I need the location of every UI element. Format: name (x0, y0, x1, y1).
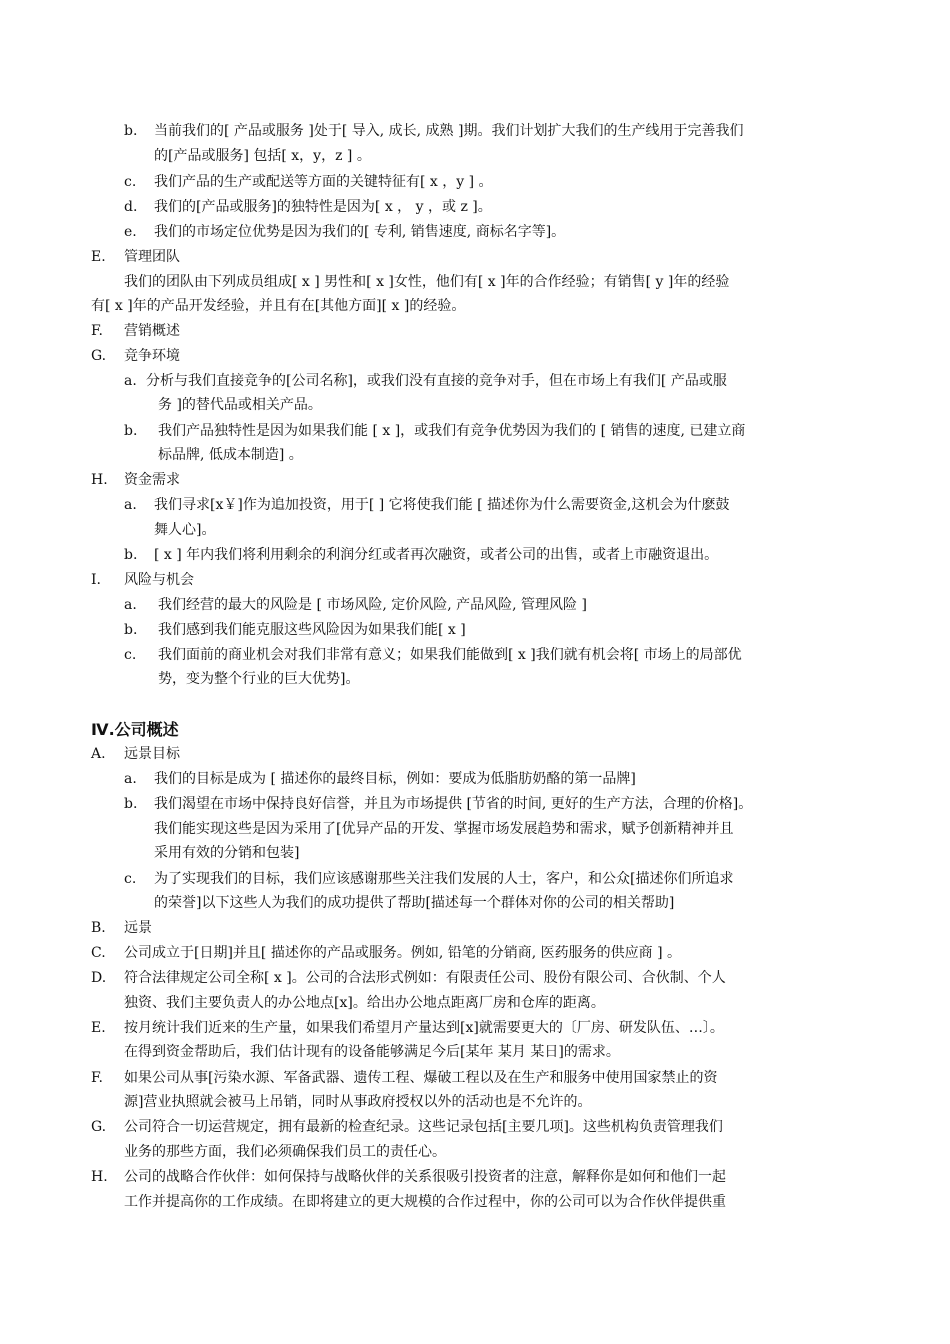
section-text: 工作并提高你的工作成绩。在即将建立的更大规模的合作过程中，你的公司可以为合作伙伴提供重 (124, 1194, 726, 1210)
section-title: 远景 (124, 920, 152, 936)
item-text: 当前我们的[ 产品或服务 ]处于[ 导入, 成长, 成熟 ]期。我们计划扩大我们的生产线用于完善我们 (154, 123, 744, 139)
item-text: 我们经营的最大的风险是 [ 市场风险, 定价风险, 产品风险, 管理风险 ] (158, 597, 587, 613)
section-text: 如果公司从事[污染水源、军备武器、遗传工程、爆破工程以及在生产和服务中使用国家禁止的资 (124, 1070, 718, 1086)
section-marker: H. (91, 472, 108, 488)
section-marker: C. (91, 945, 106, 961)
item-text: 我们的目标是成为 [ 描述你的最终目标，例如：要成为低脂肪奶酪的第一品牌] (154, 771, 636, 787)
item-marker: e. (124, 224, 137, 240)
item-marker: b. (124, 423, 138, 439)
section-heading: Ⅳ.公司概述 (91, 720, 179, 739)
item-marker: d. (124, 199, 138, 215)
section-marker: A. (91, 746, 106, 762)
item-marker: c. (124, 647, 137, 663)
section-title: 竞争环境 (124, 348, 180, 364)
item-text: 务 ]的替代品或相关产品。 (158, 397, 322, 413)
section-text: 公司的战略合作伙伴：如何保持与战略伙伴的关系很吸引投资者的注意，解释你是如何和他们一起 (124, 1169, 726, 1185)
item-text: 我们产品的生产或配送等方面的关键特征有[ x ，y ] 。 (154, 174, 493, 190)
section-marker: D. (91, 970, 107, 986)
section-marker: G. (91, 348, 107, 364)
section-text: 按月统计我们近来的生产量，如果我们希望月产量达到[x]就需要更大的〔厂房、研发队伍、…〕。 (124, 1020, 724, 1036)
item-marker: a. (124, 597, 137, 613)
section-marker: B. (91, 920, 106, 936)
item-text: 我们感到我们能克服这些风险因为如果我们能[ x ] (158, 622, 466, 638)
item-text: 分析与我们直接竞争的[公司名称]，或我们没有直接的竞争对手，但在市场上有我们[ 产品或服 (146, 373, 727, 389)
item-text: 我们寻求[x￥]作为追加投资，用于[ ] 它将使我们能 [ 描述你为什么需要资金,这机会为什麽鼓 (154, 497, 730, 513)
section-title: 资金需求 (124, 472, 180, 488)
section-title: 远景目标 (124, 746, 180, 762)
section-text: 在得到资金帮助后，我们估计现有的设备能够满足今后[某年 某月 某日]的需求。 (124, 1044, 620, 1060)
item-text: 我们的市场定位优势是因为我们的[ 专利, 销售速度, 商标名字等]。 (154, 224, 566, 240)
item-marker: b. (124, 622, 138, 638)
item-text: 我们产品独特性是因为如果我们能 [ x ]，或我们有竞争优势因为我们的 [ 销售的速度, 已建立商 (158, 423, 746, 439)
section-title: 营销概述 (124, 323, 180, 339)
item-marker: c. (124, 174, 137, 190)
item-marker: b. (124, 547, 138, 563)
item-marker: a. (124, 497, 137, 513)
section-text: 公司成立于[日期]并且[ 描述你的产品或服务。例如, 铅笔的分销商, 医药服务的供应商 ] 。 (124, 945, 681, 961)
item-marker: b. (124, 123, 138, 139)
section-marker: F. (91, 1070, 103, 1086)
item-marker: a. (124, 373, 137, 389)
section-marker: G. (91, 1119, 107, 1135)
section-text: 符合法律规定公司全称[ x ]。公司的合法形式例如：有限责任公司、股份有限公司、合伙制、个人 (124, 970, 726, 986)
item-text: 我们的[产品或服务]的独特性是因为[ x ， y ，或 z ]。 (154, 199, 492, 215)
item-text: 的荣誉]以下这些人为我们的成功提供了帮助[描述每一个群体对你的公司的相关帮助] (154, 895, 675, 911)
section-marker: E. (91, 1020, 106, 1036)
item-marker: c. (124, 871, 137, 887)
item-text: 势，变为整个行业的巨大优势]。 (158, 671, 360, 687)
paragraph-text: 有[ x ]年的产品开发经验，并且有在[其他方面][ x ]的经验。 (91, 298, 466, 314)
item-marker: b. (124, 796, 138, 812)
item-text: 采用有效的分销和包装] (154, 845, 300, 861)
section-marker: H. (91, 1169, 108, 1185)
section-marker: F. (91, 323, 103, 339)
section-title: 管理团队 (124, 249, 180, 265)
paragraph-text: 我们的团队由下列成员组成[ x ] 男性和[ x ]女性，他们有[ x ]年的合作经验；有销售[ y ]年的经验 (124, 274, 730, 290)
section-marker: E. (91, 249, 106, 265)
item-text: 为了实现我们的目标，我们应该感谢那些关注我们发展的人士，客户，和公众[描述你们所追求 (154, 871, 734, 887)
item-text: 我们能实现这些是因为采用了[优异产品的开发、掌握市场发展趋势和需求，赋予创新精神并且 (154, 821, 734, 837)
section-text: 公司符合一切运营规定，拥有最新的检查纪录。这些记录包括[主要几项]。这些机构负责管理我们 (124, 1119, 723, 1135)
section-marker: I. (91, 572, 101, 588)
item-text: [ x ] 年内我们将利用剩余的利润分红或者再次融资，或者公司的出售，或者上市融资退出。 (154, 547, 719, 563)
section-text: 独资、我们主要负责人的办公地点[x]。给出办公地点距离厂房和仓库的距离。 (124, 995, 605, 1011)
item-text: 的[产品或服务] 包括[ x，y，z ] 。 (154, 148, 371, 164)
section-text: 业务的那些方面，我们必须确保我们员工的责任心。 (124, 1144, 446, 1160)
item-text: 舞人心]。 (154, 522, 216, 538)
section-title: 风险与机会 (124, 572, 194, 588)
item-text: 我们渴望在市场中保持良好信誉，并且为市场提供 [节省的时间, 更好的生产方法，合理的价格]。 (154, 796, 753, 812)
item-text: 标品牌, 低成本制造] 。 (158, 447, 303, 463)
item-marker: a. (124, 771, 137, 787)
item-text: 我们面前的商业机会对我们非常有意义；如果我们能做到[ x ]我们就有机会将[ 市场上的局部优 (158, 647, 742, 663)
section-text: 源]营业执照就会被马上吊销，同时从事政府授权以外的活动也是不允许的。 (124, 1094, 592, 1110)
